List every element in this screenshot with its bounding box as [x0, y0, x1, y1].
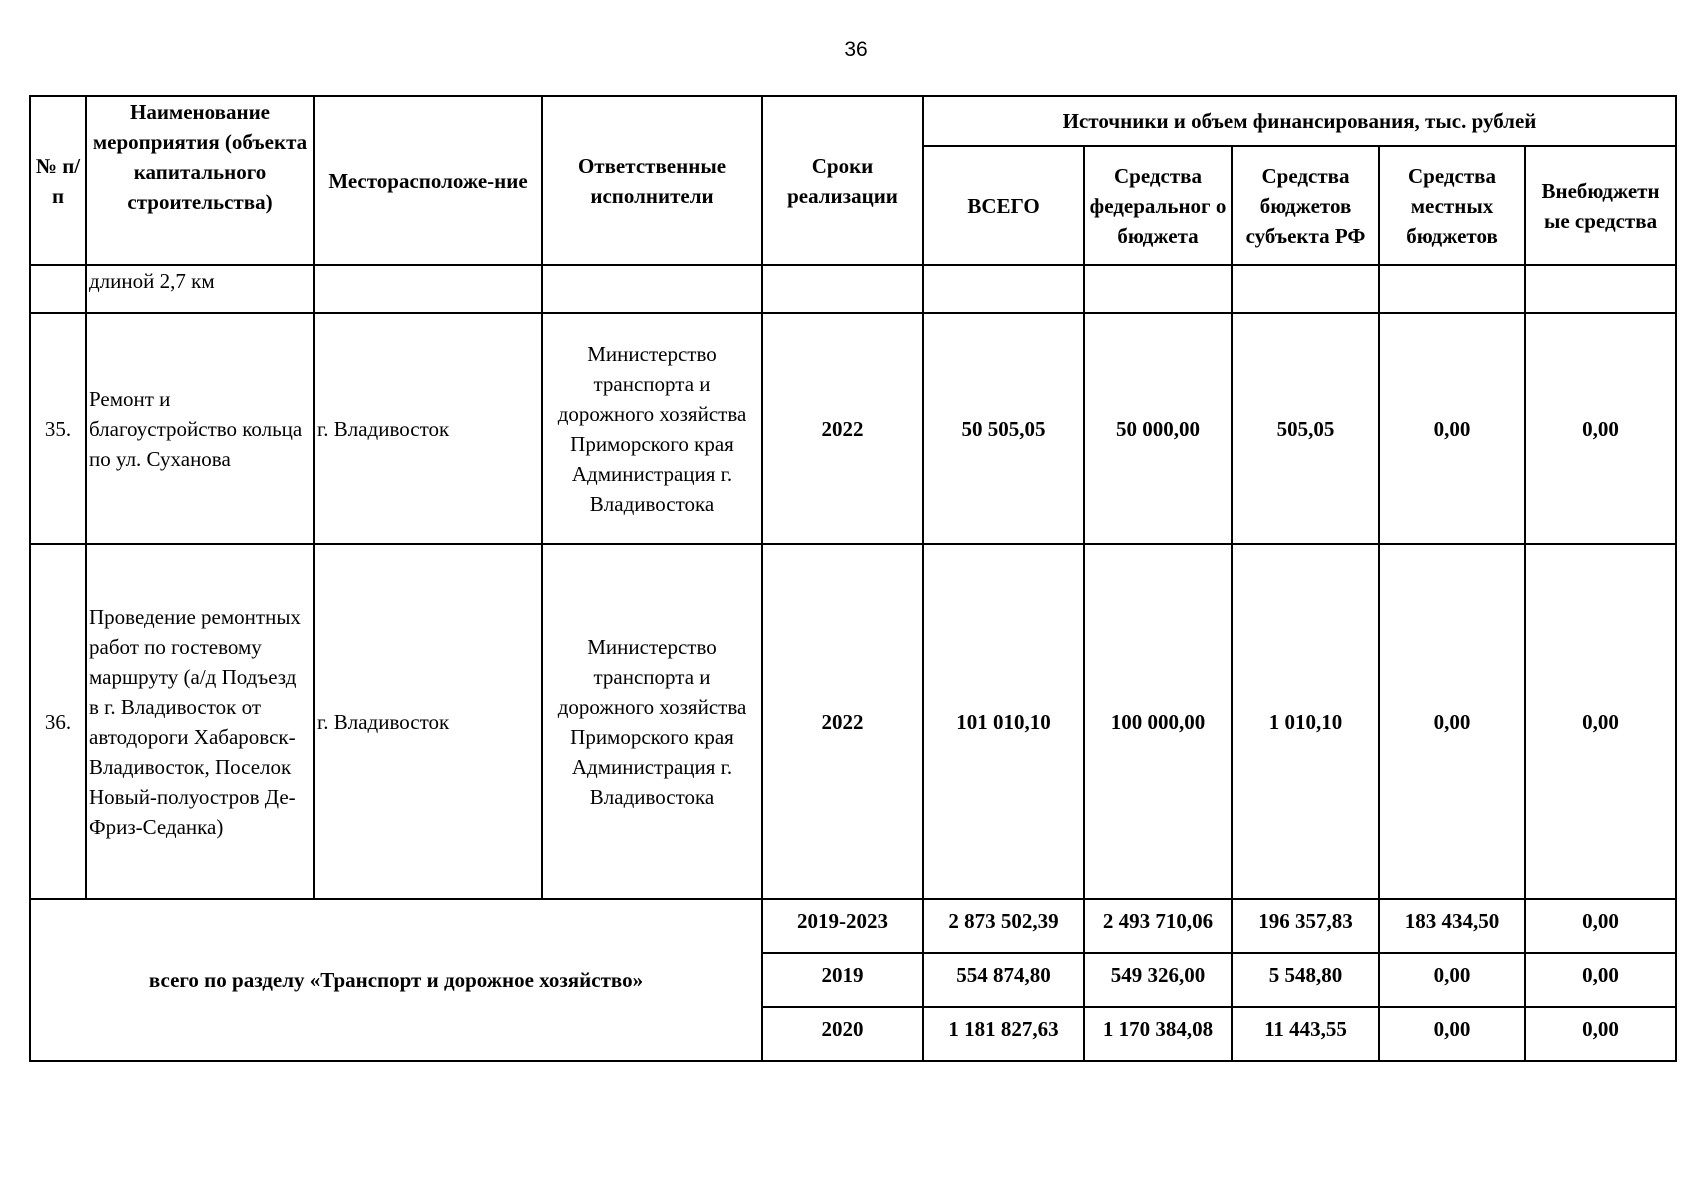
row-location: [314, 265, 542, 313]
totals-total: 1 181 827,63: [923, 1007, 1084, 1061]
totals-local: 0,00: [1379, 1007, 1525, 1061]
row-terms: 2022: [762, 313, 923, 544]
row-responsible: [542, 265, 762, 313]
totals-subject: 11 443,55: [1232, 1007, 1379, 1061]
totals-period: 2019-2023: [762, 899, 923, 953]
header-subject: Средства бюджетов субъекта РФ: [1232, 146, 1379, 265]
totals-local: 183 434,50: [1379, 899, 1525, 953]
row-location: г. Владивосток: [314, 544, 542, 899]
header-federal: Средства федеральног о бюджета: [1084, 146, 1232, 265]
financing-table: [29, 95, 1677, 1062]
row-extra: 0,00: [1525, 544, 1676, 899]
header-responsible: Ответственные исполнители: [542, 96, 762, 265]
row-name: Ремонт и благоустройство кольца по ул. Суханова: [86, 313, 314, 544]
header-num: № п/п: [30, 96, 86, 265]
row-location: г. Владивосток: [314, 313, 542, 544]
totals-total: 554 874,80: [923, 953, 1084, 1007]
header-local: Средства местных бюджетов: [1379, 146, 1525, 265]
totals-federal: 2 493 710,06: [1084, 899, 1232, 953]
row-terms: 2022: [762, 544, 923, 899]
row-extra: [1525, 265, 1676, 313]
row-local: [1379, 265, 1525, 313]
row-num: 36.: [30, 544, 86, 899]
totals-extra: 0,00: [1525, 899, 1676, 953]
row-total: 101 010,10: [923, 544, 1084, 899]
header-financing-group: Источники и объем финансирования, тыс. рублей: [923, 96, 1676, 146]
table-row: [30, 313, 1676, 544]
row-num: 35.: [30, 313, 86, 544]
totals-extra: 0,00: [1525, 953, 1676, 1007]
row-federal: [1084, 265, 1232, 313]
header-total: ВСЕГО: [923, 146, 1084, 265]
totals-row: [30, 899, 1676, 953]
row-local: 0,00: [1379, 544, 1525, 899]
header-row-top: [30, 96, 1676, 146]
totals-total: 2 873 502,39: [923, 899, 1084, 953]
header-terms: Сроки реализации: [762, 96, 923, 265]
totals-federal: 549 326,00: [1084, 953, 1232, 1007]
row-name: Проведение ремонтных работ по гостевому маршруту (а/д Подъезд в г. Владивосток от автодороги Хабаровск-Владивосток, Поселок Новый-полуостров Де-Фриз-Седанка): [86, 544, 314, 899]
row-subject: [1232, 265, 1379, 313]
row-responsible: Министерство транспорта и дорожного хозяйства Приморского края Администрация г. Владивостока: [542, 313, 762, 544]
totals-period: 2020: [762, 1007, 923, 1061]
row-extra: 0,00: [1525, 313, 1676, 544]
header-location: Месторасположе-ние: [314, 96, 542, 265]
row-federal: 100 000,00: [1084, 544, 1232, 899]
table-row: [30, 544, 1676, 899]
header-extra: Внебюджетн ые средства: [1525, 146, 1676, 265]
row-subject: 505,05: [1232, 313, 1379, 544]
totals-local: 0,00: [1379, 953, 1525, 1007]
row-federal: 50 000,00: [1084, 313, 1232, 544]
row-subject: 1 010,10: [1232, 544, 1379, 899]
header-name: Наименование мероприятия (объекта капитального строительства): [86, 96, 314, 265]
row-total: 50 505,05: [923, 313, 1084, 544]
totals-federal: 1 170 384,08: [1084, 1007, 1232, 1061]
table-row: [30, 265, 1676, 313]
totals-period: 2019: [762, 953, 923, 1007]
row-responsible: Министерство транспорта и дорожного хозяйства Приморского края Администрация г. Владивостока: [542, 544, 762, 899]
totals-extra: 0,00: [1525, 1007, 1676, 1061]
totals-subject: 196 357,83: [1232, 899, 1379, 953]
totals-subject: 5 548,80: [1232, 953, 1379, 1007]
totals-label: всего по разделу «Транспорт и дорожное хозяйство»: [30, 899, 762, 1061]
row-local: 0,00: [1379, 313, 1525, 544]
row-name: длиной 2,7 км: [86, 265, 314, 313]
row-terms: [762, 265, 923, 313]
page-number: 36: [844, 38, 868, 61]
row-total: [923, 265, 1084, 313]
row-num: [30, 265, 86, 313]
